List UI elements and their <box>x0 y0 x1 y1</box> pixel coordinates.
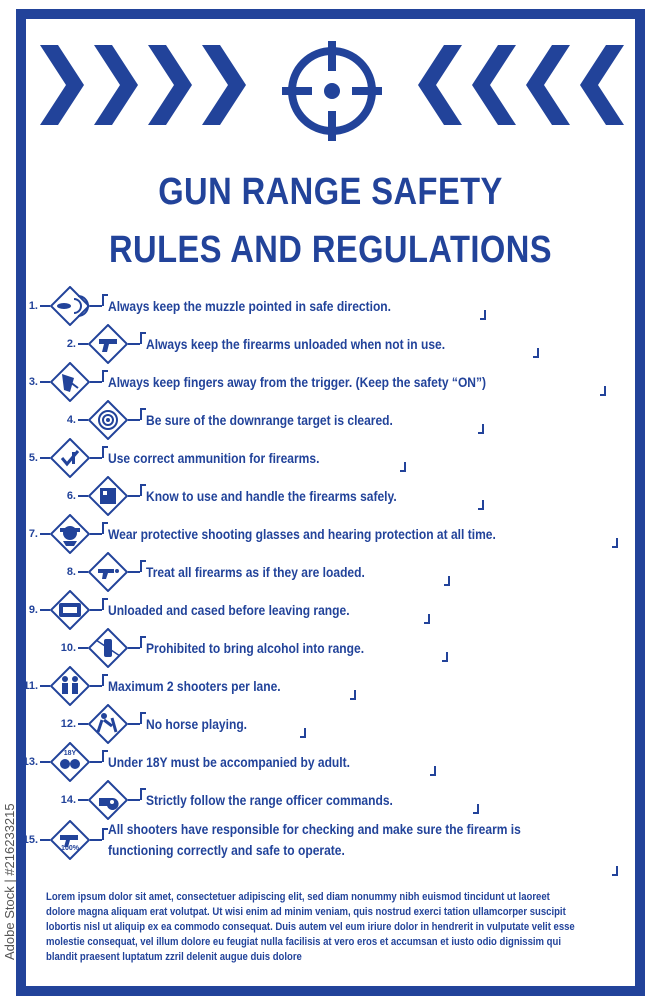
connector-line <box>40 457 50 459</box>
bracket-close <box>350 690 356 700</box>
connector-line <box>128 799 140 801</box>
chevron-icon <box>418 45 462 125</box>
connector-line <box>40 533 50 535</box>
rule-number: 7. <box>28 528 38 540</box>
connector-line <box>90 533 102 535</box>
bracket-close <box>300 728 306 738</box>
rule-item <box>14 286 437 326</box>
rule-text: Under 18Y must be accompanied by adult. <box>108 754 350 770</box>
chevron-icon <box>40 45 84 125</box>
rule-number: 12. <box>60 718 76 730</box>
horseplay-icon <box>88 704 128 744</box>
alcohol-bottle-icon <box>88 628 128 668</box>
bracket-close <box>478 424 484 434</box>
bracket-close <box>424 614 430 624</box>
rule-number: 2. <box>66 338 76 350</box>
rule-text: Always keep the muzzle pointed in safe direction. <box>108 298 392 314</box>
rule-text: Use correct ammunition for firearms. <box>108 450 320 466</box>
connector-line <box>40 305 50 307</box>
title-line-1: GUN RANGE SAFETY <box>158 171 503 213</box>
rule-text: Always keep the firearms unloaded when not in use. <box>146 336 446 352</box>
bracket-close <box>430 766 436 776</box>
rule-text: No horse playing. <box>146 716 248 732</box>
header-band <box>26 19 635 169</box>
chevron-icon <box>202 45 246 125</box>
connector-line <box>78 495 88 497</box>
rule-item <box>14 590 389 630</box>
age-18-icon <box>50 742 90 782</box>
rule-number: 13. <box>22 756 38 768</box>
muzzle-direction-icon <box>50 286 90 326</box>
rule-number: 9. <box>28 604 38 616</box>
connector-line <box>90 839 102 841</box>
bracket-close <box>612 866 618 876</box>
rule-item <box>14 514 559 554</box>
bracket-close <box>473 804 479 814</box>
connector-line <box>78 343 88 345</box>
connector-line <box>40 839 50 841</box>
rule-item <box>52 552 400 592</box>
rule-text: Always keep fingers away from the trigger. (Keep the safety “ON”) <box>108 374 487 390</box>
ammunition-check-icon <box>50 438 90 478</box>
connector-line <box>90 305 102 307</box>
connector-line <box>90 609 102 611</box>
rule-item <box>14 438 354 478</box>
connector-line <box>128 647 140 649</box>
rule-text: Treat all firearms as if they are loaded. <box>146 564 365 580</box>
rule-number: 6. <box>66 490 76 502</box>
lorem-paragraph: Lorem ipsum dolor sit amet, consectetuer adipiscing elit, sed diam nonummy nibh euismod tincidunt ut laoreet dolore magna aliquam erat volutpat. Ut wisi enim ad minim veniam, quis nostrud exerci tation ullamcorper suscipit lobortis nisl ut aliquip ex ea commodo consequat. Duis autem vel eum iriure dolor in hendrerit in vulputate velit esse molestie consequat, vel illum dolore eu feugiat nulla facilisis at vero eros et accumsan et iusto odio dignissim qui blandit praesent luptatum zzril delenit augue duis dolore <box>46 891 575 963</box>
rule-number: 1. <box>28 300 38 312</box>
bracket-close <box>444 576 450 586</box>
rule-number: 8. <box>66 566 76 578</box>
gun-case-icon <box>50 590 90 630</box>
bracket-close <box>478 500 484 510</box>
chevron-icon <box>94 45 138 125</box>
connector-line <box>40 609 50 611</box>
rule-number: 11. <box>23 680 38 692</box>
connector-line <box>78 571 88 573</box>
connector-line <box>90 381 102 383</box>
connector-line <box>78 799 88 801</box>
connector-line <box>78 647 88 649</box>
connector-line <box>40 381 50 383</box>
rule-item <box>14 362 548 402</box>
rule-item <box>14 666 309 706</box>
rule-text: Prohibited to bring alcohol into range. <box>146 640 365 656</box>
connector-line <box>78 723 88 725</box>
rule-text: Wear protective shooting glasses and hearing protection at all time. <box>108 526 496 542</box>
bracket-close <box>480 310 486 320</box>
rule-number: 15. <box>22 834 38 846</box>
rule-item <box>52 476 437 516</box>
rule-number: 3. <box>28 376 38 388</box>
rule-number: 5. <box>28 452 38 464</box>
rule-text: All shooters have responsible for checking and make sure the firearm is functioning correctly and safe to operate. <box>108 821 521 858</box>
rule-item <box>52 704 263 744</box>
connector-line <box>128 343 140 345</box>
connector-line <box>40 761 50 763</box>
rule-text: Be sure of the downrange target is cleared. <box>146 412 393 428</box>
connector-line <box>40 685 50 687</box>
bracket-close <box>600 386 606 396</box>
title-line-2: RULES AND REGULATIONS <box>109 229 552 271</box>
rule-text: Unloaded and cased before leaving range. <box>108 602 350 618</box>
ear-eye-protection-icon <box>50 514 90 554</box>
chevron-icon <box>580 45 624 125</box>
chevron-icon <box>148 45 192 125</box>
rule-item <box>52 628 400 668</box>
two-shooters-icon <box>50 666 90 706</box>
whistle-icon <box>88 780 128 820</box>
loaded-firearm-icon <box>88 552 128 592</box>
manual-book-icon <box>88 476 128 516</box>
chevron-icon <box>526 45 570 125</box>
rule-item <box>14 820 648 860</box>
bracket-close <box>612 538 618 548</box>
connector-line <box>90 457 102 459</box>
connector-line <box>128 723 140 725</box>
chevron-icon <box>472 45 516 125</box>
connector-line <box>90 761 102 763</box>
svg-text:18Y: 18Y <box>63 750 77 757</box>
rule-item <box>52 400 433 440</box>
rule-text: Maximum 2 shooters per lane. <box>108 678 281 694</box>
rule-item <box>14 742 389 782</box>
watermark-text: Adobe Stock | #216233215 <box>2 803 17 960</box>
rule-item <box>52 780 433 820</box>
rule-text: Strictly follow the range officer commands. <box>146 792 393 808</box>
bracket-close <box>442 652 448 662</box>
finger-trigger-icon <box>50 362 90 402</box>
connector-line <box>128 571 140 573</box>
rule-number: 14. <box>60 794 76 806</box>
rule-item <box>52 324 494 364</box>
connector-line <box>78 419 88 421</box>
bracket-close <box>400 462 406 472</box>
firearm-check-icon <box>50 820 90 860</box>
connector-line <box>128 419 140 421</box>
rule-number: 10. <box>60 642 76 654</box>
rule-text: Know to use and handle the firearms safely. <box>146 488 397 504</box>
svg-text:100%: 100% <box>61 845 79 852</box>
crosshair-target-icon <box>282 41 382 141</box>
connector-line <box>128 495 140 497</box>
rule-number: 4. <box>66 414 76 426</box>
target-icon <box>88 400 128 440</box>
pistol-icon <box>88 324 128 364</box>
bracket-close <box>533 348 539 358</box>
connector-line <box>90 685 102 687</box>
